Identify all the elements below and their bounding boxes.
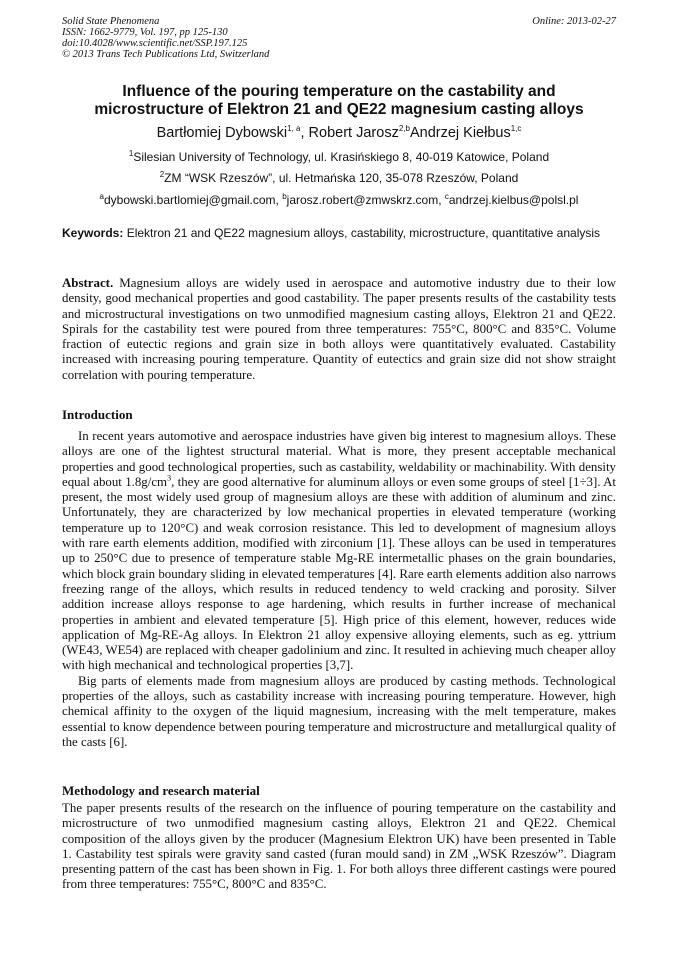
abstract — [62, 276, 616, 383]
affiliation-2: $^2$ZM “WSK Rzeszów”, ul. Hetmańska 120, 35-078 Rzeszów, Poland — [159, 170, 519, 185]
journal-header — [62, 16, 616, 60]
intro-paragraph-2: Big parts of elements made from magnesium alloys are produced by casting methods. Technological properties of the alloys, such as castability increase with increasing pouring temperature. However, high chemical affinity to the oxygen of the liquid magnesium, increasing with the melt temperature, makes essential to know dependence between pouring temperature and microstructure and metallurgical quality of the casts [6]. — [62, 673, 616, 749]
keywords — [62, 226, 616, 241]
journal-name: Solid State Phenomena — [62, 16, 160, 27]
email-b[interactable]: jarosz.robert@zmwskrz.com, — [286, 193, 445, 207]
method-heading: Methodology and research material — [62, 783, 260, 798]
abstract-text: Magnesium alloys are widely used in aerospace and automotive industry due to their low density, good mechanical properties and good castability. The paper presents results of the castability tests and microstructural investigations on two unmodified magnesium casting alloys, Elektron 21 and QE22. Spirals for the castability test were poured from three temperatures: 755°C, 800°C and 835°C. Volume fraction of eutectic regions and grain size in both alloys were quantitatively evaluated. Castability increased with increasing pouring temperature. Quantity of eutectics and grain size did not show straight correlation with pouring temperature. — [62, 276, 616, 382]
title-line-2: microstructure of Elektron 21 and QE22 magnesium casting alloys — [94, 101, 584, 118]
keywords-text: Elektron 21 and QE22 magnesium alloys, castability, microstructure, quantitative analysis — [123, 226, 601, 240]
author-1: Bartłomiej Dybowski — [156, 125, 288, 141]
online-date: Online: 2013-02-27 — [532, 16, 616, 27]
email-list: $^a$dybowski.bartlomiej@gmail.com, $^b$jarosz.robert@zmwskrz.com, $^c$andrzej.kielbus@polsl.pl — [99, 192, 579, 207]
author-list: Bartłomiej Dybowski$^{1, a}$, Robert Jarosz$^{2,b}$Andrzej Kiełbus$^{1,c}$ — [156, 124, 522, 141]
intro-heading: Introduction — [62, 407, 133, 422]
title-line-1: Influence of the pouring temperature on the castability and — [122, 83, 556, 100]
affiliation-1: $^1$Silesian University of Technology, ul. Krasińskiego 8, 40-019 Katowice, Poland — [128, 149, 550, 164]
abstract-label: Abstract. — [62, 276, 114, 290]
author-2: , Robert Jarosz — [300, 125, 399, 141]
methodology-section — [62, 783, 616, 893]
author-3: Andrzej Kiełbus — [409, 125, 511, 141]
paper-title — [40, 83, 638, 119]
intro-paragraph-1: In recent years automotive and aerospace industries have given big interest to magnesium alloys. These alloys are one of the lightest structural material. What is more, they present acceptable mechanical properties and good technological properties, such as castability, weldability or machinability. With density equal about $1.8g/cm^3$, they are good alternative for aluminum alloys or even some groups of steel [1÷3]. At present, the most widely used group of magnesium alloys are these with addition of aluminum and zinc. Unfortunately, they are characterized by low mechanical properties in elevated temperature (working temperature up to 120°C) and weak corrosion resistance. This led to development of magnesium alloys with rare earth elements addition, modified with zirconium [1]. These alloys can be used in temperatures up to 250°C due to presence of temperature stable Mg-RE intermetallic phases on the grain boundaries, which block grain boundary sliding in elevated temperatures [4]. Rare earth elements addition also narrows freezing range of the alloys, which results in reduced tendency to weld cracking and porosity. Silver addition increase alloys response to age hardening, which results in further increase of mechanical properties in ambient and elevated temperature [5]. High price of this element, however, reduces wide application of Mg-RE-Ag alloys. In Elektron 21 alloy expensive alloying elements, such as eg. yttrium (WE43, WE54) are replaced with cheaper gadolinium and zinc. It resulted in achieving much cheaper alloy with high mechanical and technological properties [3,7]. — [62, 429, 617, 673]
copyright-line: © 2013 Trans Tech Publications Ltd, Switzerland — [62, 49, 270, 60]
email-c[interactable]: andrzej.kielbus@polsl.pl — [448, 193, 579, 207]
keywords-label: Keywords: — [62, 226, 124, 240]
introduction-section — [62, 407, 616, 750]
doi-line: doi:10.4028/www.scientific.net/SSP.197.125 — [62, 38, 248, 49]
method-paragraph-1: The paper presents results of the research on the influence of pouring temperature on the castability and microstructure of two unmodified magnesium casting alloys, Elektron 21 and QE22. Chemical composition of the alloys given by the producer (Magnesium Elektron UK) have been presented in Table 1. Castability test spirals were gravity sand casted (furan mould sand) in ZM „WSK Rzeszów”. Diagram presenting pattern of the cast has been shown in Fig. 1. For both alloys three different castings were poured from three temperatures: 755°C, 800°C and 835°C. — [62, 801, 616, 892]
email-a[interactable]: dybowski.bartlomiej@gmail.com, — [103, 193, 283, 207]
issn-line: ISSN: 1662-9779, Vol. 197, pp 125-130 — [62, 27, 228, 38]
